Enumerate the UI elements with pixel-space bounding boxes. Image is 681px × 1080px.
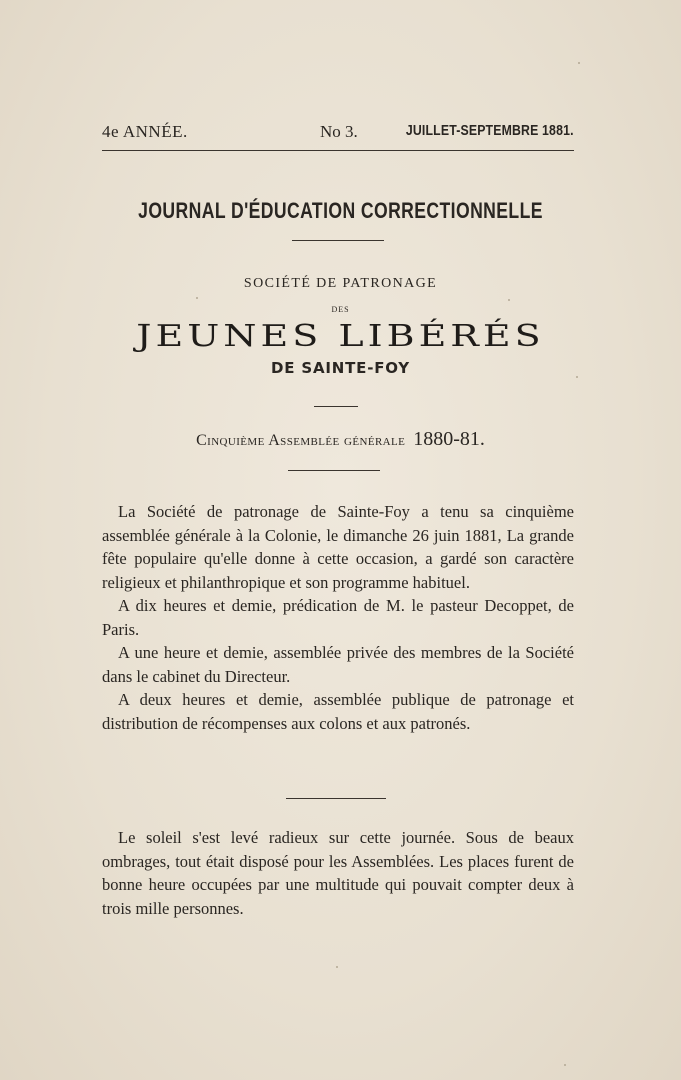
assembly-title: Cinquième Assemblée générale [196,432,406,449]
header-year: 4e ANNÉE. [102,122,188,141]
paper-speck [564,1064,566,1066]
main-title: JEUNES LIBÉRÉS [136,318,545,354]
body-section-2 [102,826,574,920]
section-rule [286,798,386,799]
body-section-1 [102,500,574,735]
header-number: No 3. [320,122,358,141]
paper-speck [576,376,578,378]
divider-rule [288,470,380,471]
paper-speck [196,297,198,299]
paper-speck [336,966,338,968]
subtitle: DE SAINTE-FOY [271,359,410,377]
paragraph: A dix heures et demie, prédication de M. le pasteur Decoppet, de Paris. [102,596,574,639]
assembly-years: 1880-81. [413,428,485,450]
header-rule [102,150,574,151]
journal-title: JOURNAL D'ÉDUCATION CORRECTIONNELLE [138,198,543,223]
paragraph: Le soleil s'est levé radieux sur cette journée. Sous de beaux ombrages, tout était disposé pour les Assemblées. Les places furent de bonne heure occupées par une multitude qui pouvait compter deux à trois mille personnes. [102,828,574,918]
des-label: DES [331,305,350,314]
paragraph: La Société de patronage de Sainte-Foy a tenu sa cinquième assemblée générale à la Colonie, le dimanche 26 juin 1881, La grande fête populaire qu'elle donne à cette occasion, a gardé son caractère religieux et philanthropique et son programme habituel. [102,502,574,592]
paragraph: A deux heures et demie, assemblée publique de patronage et distribution de récompenses aux colons et aux patronés. [102,690,574,733]
header-period: JUILLET-SEPTEMBRE 1881. [406,122,574,139]
divider-rule [292,240,384,241]
running-header [102,122,574,144]
paragraph: A une heure et demie, assemblée privée des membres de la Société dans le cabinet du Directeur. [102,643,574,686]
society-line: SOCIÉTÉ DE PATRONAGE [243,276,438,291]
assembly-heading [0,428,681,451]
divider-rule [314,406,358,407]
paper-speck [578,62,580,64]
paper-speck [508,299,510,301]
